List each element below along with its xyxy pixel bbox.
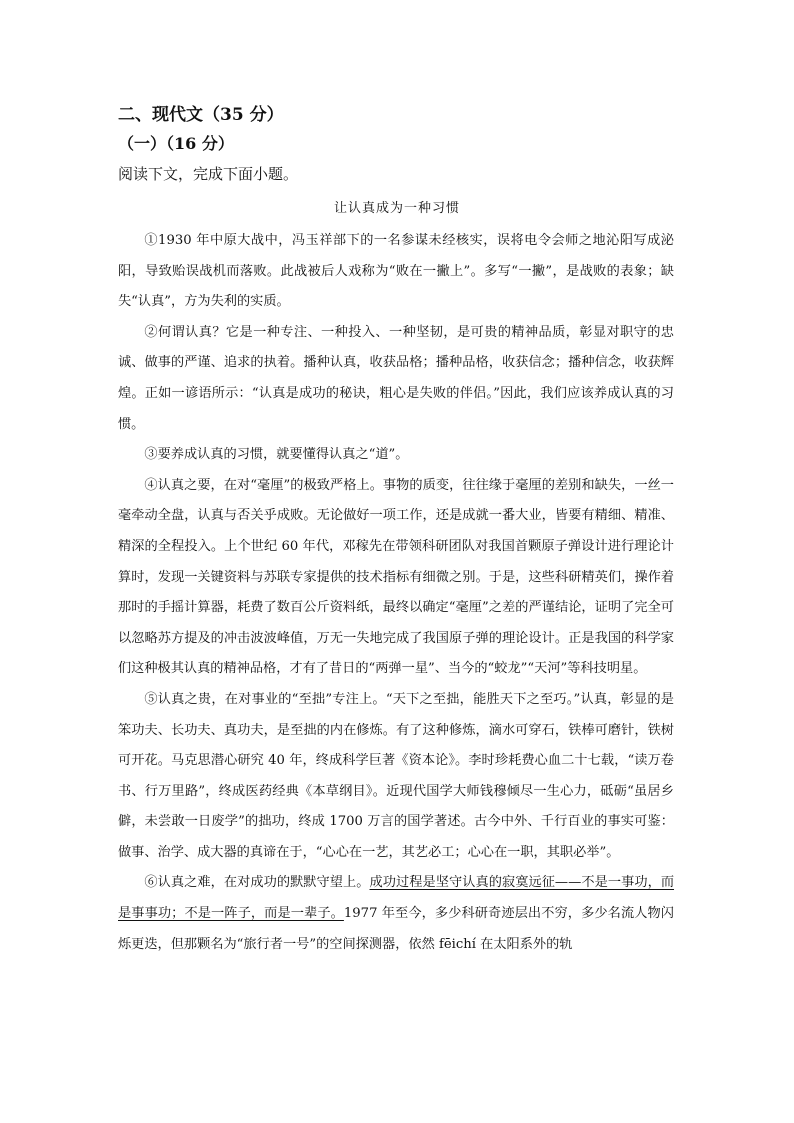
paragraph-2: ②何谓认真？它是一种专注、一种投入、一种坚韧，是可贵的精神品质，彰显对职守的忠诚、做事的严谨、追求的执着。播种认真，收获品格；播种品格，收获信念；播种信念，收获辉煌。正如一谚语所示：“认真是成功的秘诀，粗心是失败的伴侣。”因此，我们应该养成认真的习惯。 [118, 324, 674, 432]
article-body [118, 226, 674, 960]
underlined-sentence: 成功过程是坚守认真的寂寞远征——不是一事功，而是事事功；不是一阵子，而是一辈子。 [118, 875, 675, 922]
paragraph-5: ⑤认真之贵，在对事业的“至拙”专注上。“天下之至拙，能胜天下之至巧。”认真，彰显的是笨功夫、长功夫、真功夫，是至拙的内在修炼。有了这种修炼，滴水可穿石，铁棒可磨针，铁树可开花。马克思潜心研究 40 年，终成科学巨著《资本论》。李时珍耗费心血二十七载，“读万卷书、行万里路”，终成医药经典《本草纲目》。近现代国学大师钱穆倾尽一生心力，砥砺“虽居乡僻，未尝敢一日废学”的拙功，终成 1700 万言的国学著述。古今中外、千行百业的事实可鉴：做事、治学、成大器的真谛在于，“心心在一艺，其艺必工；心心在一职，其职必举”。 [118, 691, 674, 860]
paragraph-3: ③要养成认真的习惯，就要懂得认真之“道”。 [144, 447, 409, 463]
section-heading: 二、现代文（35 分） [118, 105, 284, 125]
instruction: 阅读下文，完成下面小题。 [118, 165, 299, 183]
sub-heading: （一）（16 分） [118, 134, 234, 153]
paragraph-1: ①1930 年中原大战中，冯玉祥部下的一名参谋未经核实，误将电令会师之地沁阳写成泌阳，导致贻误战机而落败。此战被后人戏称为“败在一撇上”。多写“一撇”，是战败的表象；缺失“认真”，方为失利的实质。 [118, 233, 674, 310]
paragraph-6-tail: 1977 年至今，多少科研奇迹层出不穷，多少名流人物闪烁更迭，但那颗名为“旅行者一号”的空间探测器，依然 fēichí 在太阳系外的轨 [118, 906, 674, 952]
paragraph-6-lead: ⑥认真之难，在对成功的默默守望上。 [144, 875, 370, 891]
article-title: 让认真成为一种习惯 [333, 201, 460, 216]
paragraph-6 [118, 868, 674, 960]
paragraph-4: ④认真之要，在对“毫厘”的极致严格上。事物的质变，往往缘于毫厘的差别和缺失，一丝一毫牵动全盘，认真与否关乎成败。无论做好一项工作，还是成就一番大业，皆要有精细、精准、精深的全程投入。上个世纪 60 年代，邓稼先在带领科研团队对我国首颗原子弹设计进行理论计算时，发现一关键资料与苏联专家提供的技术指标有细微之别。于是，这些科研精英们，操作着那时的手摇计算器，耗费了数百公斤资料纸，最终以确定“毫厘”之差的严谨结论，证明了完全可以忽略苏方提及的冲击波波峰值，万无一失地完成了我国原子弹的理论设计。正是我国的科学家们这种极其认真的精神品格，才有了昔日的“两弹一星”、当今的“蛟龙”“天河”等科技明星。 [118, 477, 674, 677]
